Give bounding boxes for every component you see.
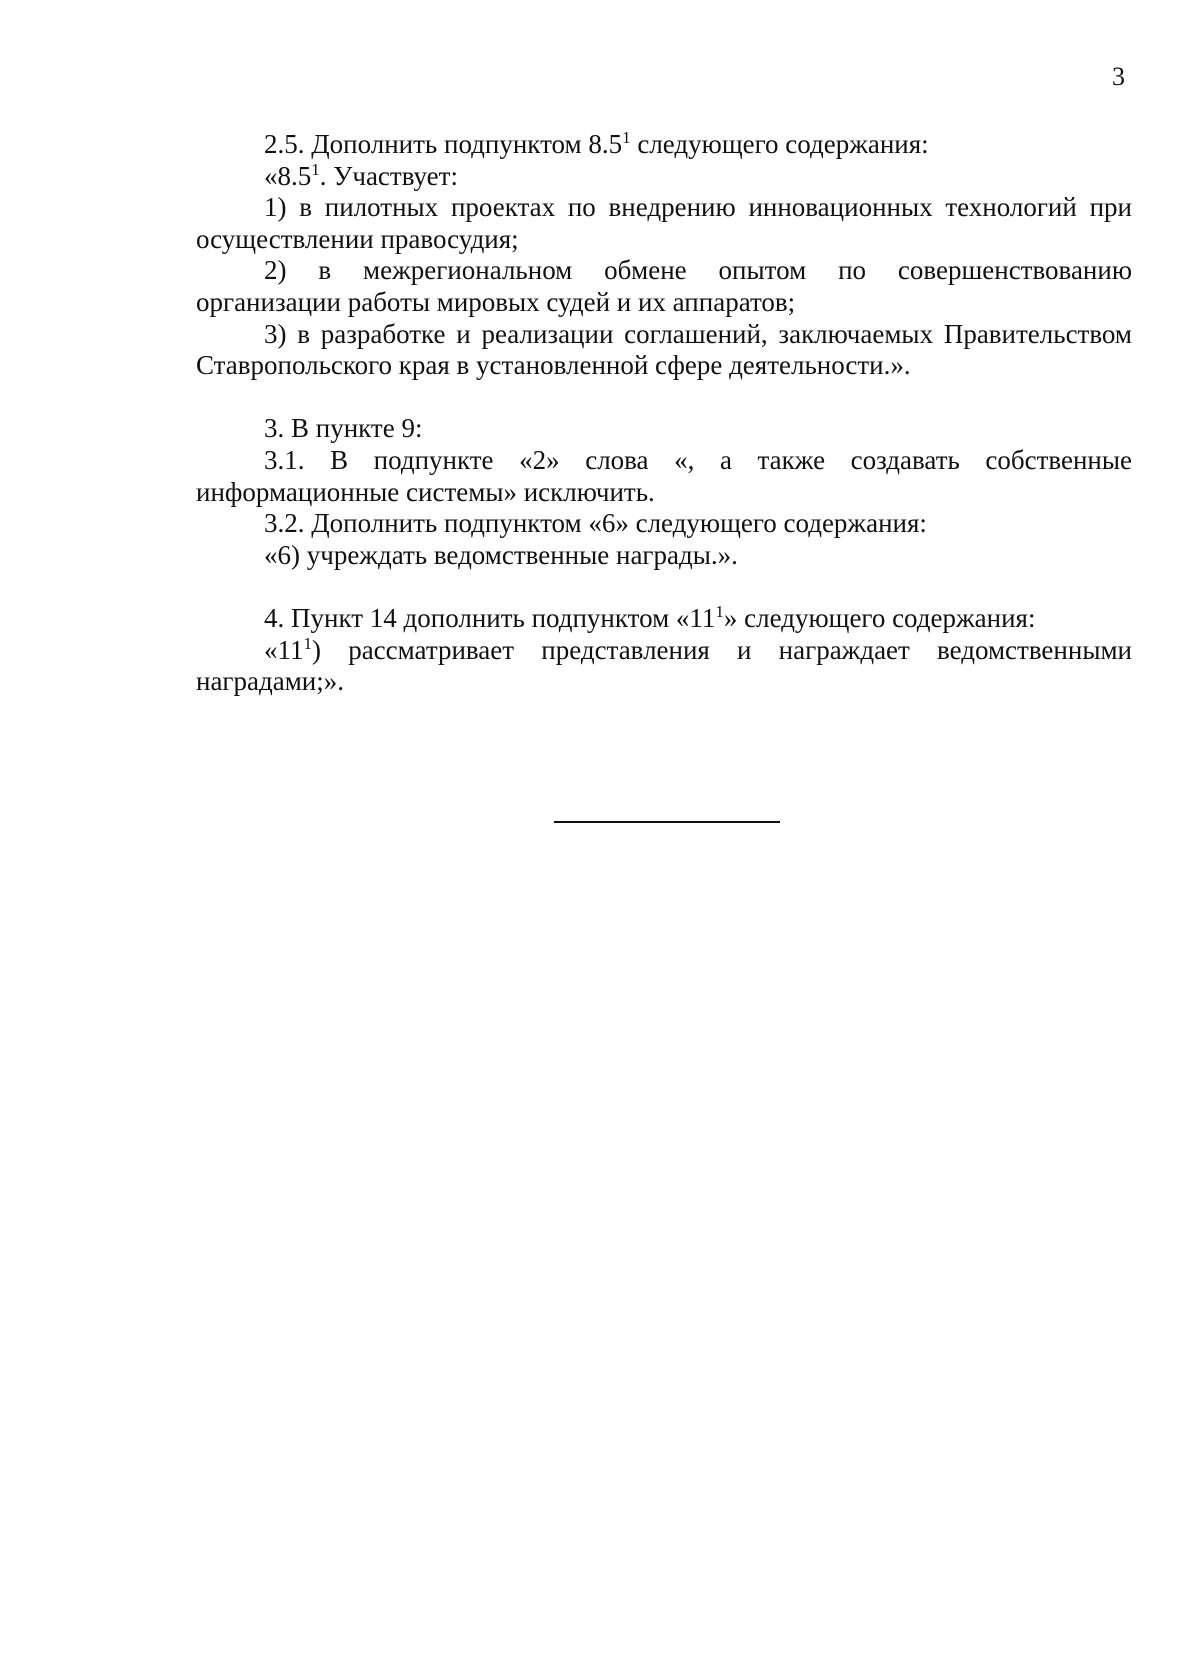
paragraph-gap (196, 382, 1132, 414)
paragraph-3: 3. В пункте 9: (264, 413, 423, 444)
list-item-3: 3) в разработке и реализации соглашений, заключаемых Правительством Ставропольского края в установленной сфере деятельности.». (196, 318, 1132, 381)
end-of-document-rule (554, 821, 780, 823)
list-item-2: 2) в межрегиональном обмене опытом по совершенствованию организации работы мировых судей и их аппаратов; (196, 255, 1132, 317)
page-number: 3 (1112, 62, 1125, 91)
paragraph-8-5-1-header: «$8.5^1$. Участвует: (264, 159, 458, 191)
superscript-marker: 1 (715, 601, 724, 621)
paragraph-4: 4. Пункт 14 дополнить подпунктом «$11^1$» следующего содержания: (264, 601, 1036, 633)
paragraph-3-2: 3.2. Дополнить подпунктом «6» следующего содержания: (264, 508, 927, 539)
document-body (196, 129, 1132, 698)
superscript-marker: 1 (311, 159, 320, 179)
paragraph-3-2-content: «6) учреждать ведомственные награды.». (264, 539, 738, 570)
paragraph-3-1: 3.1. В подпункте «2» слова «, а также создавать собственные информационные системы» исключить. (196, 444, 1132, 507)
paragraph-gap (196, 571, 1132, 603)
paragraph-4-content: «$11^1$) рассматривает представления и награждает ведомственными наградами;». (196, 633, 1132, 697)
superscript-marker: 1 (303, 633, 312, 653)
superscript-marker: 1 (622, 128, 631, 147)
paragraph-2-5: 2.5. Дополнить подпунктом $8.5^1$ следующего содержания: (264, 128, 929, 159)
list-item-1: 1) в пилотных проектах по внедрению инновационных технологий при осуществлении правосудия; (196, 192, 1132, 254)
